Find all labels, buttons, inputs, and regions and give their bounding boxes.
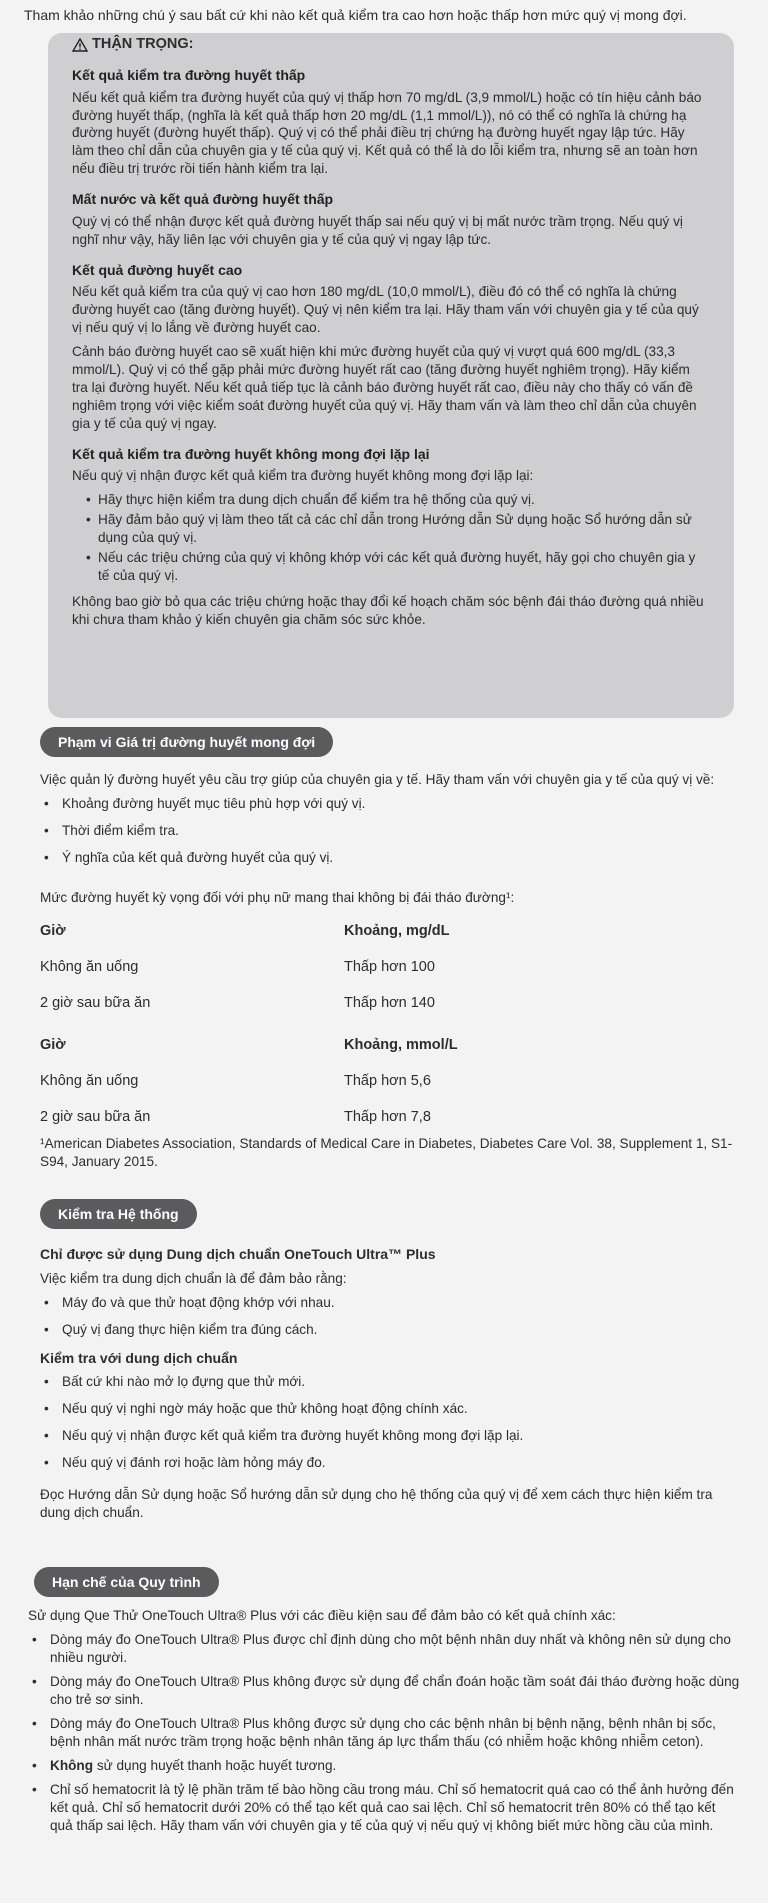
list-item: • Nếu quý vị nhận được kết quả kiểm tra đường huyết không mong đợi lặp lại.: [44, 1427, 740, 1445]
system-subhead: Chỉ được sử dụng Dung dịch chuẩn OneTouch Ultra™ Plus: [40, 1246, 436, 1263]
table-cell: Thấp hơn 140: [344, 994, 435, 1011]
table-cell: Thấp hơn 7,8: [344, 1108, 431, 1125]
list-item: [32, 1757, 740, 1775]
list-item: • Dòng máy đo OneTouch Ultra® Plus không được sử dụng cho các bệnh nhân bị bệnh nặng, bệnh nhân bị sốc, bệnh nhân mất nước trầm trọng hoặc bệnh nhân tăng áp lực thẩm thấu (có nhiễm hoặc không nhiễm ceton).: [32, 1715, 740, 1751]
range-table-mmol: [40, 1027, 740, 1135]
high-text-2: Cảnh báo đường huyết cao sẽ xuất hiện khi mức đường huyết của quý vị vượt quá 600 mg/dL (33,3 mmol/L). Quý vị có thể gặp phải mức đường huyết rất cao (tăng đường huyết nghiêm trọng). Hãy kiểm tra lại đường huyết. Nếu kết quả tiếp tục là cảnh báo đường huyết rất cao, điều này cho thấy có vấn đề nghiêm trọng với việc kiểm soát đường huyết của quý vị. Hãy tham vấn và làm theo chỉ dẫn của chuyên gia y tế của quý vị ngay.: [72, 343, 697, 431]
limits-lead: Sử dụng Que Thử OneTouch Ultra® Plus với các điều kiện sau để đảm bảo có kết quả chính xác:: [28, 1608, 616, 1624]
table-cell: 2 giờ sau bữa ăn: [40, 994, 151, 1011]
list-item: • Dòng máy đo OneTouch Ultra® Plus được chỉ định dùng cho một bệnh nhân duy nhất và không nên sử dụng cho nhiều người.: [32, 1631, 740, 1667]
table-row: [40, 985, 740, 1021]
unexpected-closing: Không bao giờ bỏ qua các triệu chứng hoặc thay đổi kế hoạch chăm sóc bệnh đái tháo đường quá nhiều khi chưa tham khảo ý kiến chuyên gia chăm sóc sức khỏe.: [72, 593, 704, 627]
dehydration-heading: Mất nước và kết quả đường huyết thấp: [72, 191, 334, 208]
table-cell: Thấp hơn 100: [344, 958, 435, 975]
caution-box: [48, 33, 734, 718]
table-cell: Không ăn uống: [40, 1072, 139, 1089]
table-cell: 2 giờ sau bữa ăn: [40, 1108, 151, 1125]
table-row: [40, 1063, 740, 1099]
table-row: [40, 949, 740, 985]
low-text: Nếu kết quả kiểm tra đường huyết của quý vị thấp hơn 70 mg/dL (3,9 mmol/L) hoặc có tín hiệu cảnh báo đường huyết thấp, (nghĩa là kết quả thấp hơn 20 mg/dL (1,1 mmol/L)), nó có thể có nghĩa là chứng hạ đường huyết (đường huyết thấp). Quý vị có thể phải điều trị chứng hạ đường huyết ngay lập tức. Hãy làm theo chỉ dẫn của chuyên gia y tế của quý vị. Kết quả có thể là do lỗi kiểm tra, nhưng sẽ an toàn hơn nếu điều trị trước rồi tiến hành kiểm tra lại.: [72, 89, 702, 177]
bold-word: Không: [50, 1758, 94, 1774]
table-row: [40, 1027, 740, 1063]
list-item: • Nếu quý vị đánh rơi hoặc làm hỏng máy đo.: [44, 1454, 740, 1472]
table-row: [40, 1099, 740, 1135]
list-item: • Dòng máy đo OneTouch Ultra® Plus không được sử dụng để chẩn đoán hoặc tầm soát đái tháo đường hoặc dùng cho trẻ sơ sinh.: [32, 1673, 740, 1709]
table-cell: Không ăn uống: [40, 958, 139, 975]
range-section: [40, 727, 740, 1177]
table-row: [40, 913, 740, 949]
table-cell: Thấp hơn 5,6: [344, 1072, 431, 1089]
list-item-text: sử dụng huyết thanh hoặc huyết tương.: [93, 1758, 337, 1774]
list-item: • Quý vị đang thực hiện kiểm tra đúng cách.: [44, 1321, 740, 1339]
list-item: • Bất cứ khi nào mở lọ đựng que thử mới.: [44, 1373, 740, 1391]
range-table-mgdl: [40, 913, 740, 1021]
unexpected-list: [72, 491, 704, 585]
system-when-head: Kiểm tra với dung dịch chuẩn: [40, 1349, 238, 1366]
list-item: • Nếu các triệu chứng của quý vị không khớp với các kết quả đường huyết, hãy gọi cho chuyên gia y tế của quý vị.: [86, 549, 704, 585]
unexpected-lead: Nếu quý vị nhận được kết quả kiểm tra đường huyết không mong đợi lặp lại:: [72, 468, 534, 484]
warning-triangle-icon: [72, 38, 88, 52]
limits-pill: Hạn chế của Quy trình: [34, 1567, 219, 1597]
high-text-1: Nếu kết quả kiểm tra của quý vị cao hơn 180 mg/dL (10,0 mmol/L), điều đó có thể có nghĩa là chứng đường huyết cao (tăng đường huyết). Quý vị nên kiểm tra lại. Hãy tham vấn với chuyên gia y tế của quý vị nếu quý vị lo lắng về đường huyết cao.: [72, 284, 699, 335]
list-item: • Ý nghĩa của kết quả đường huyết của quý vị.: [44, 849, 740, 867]
limits-section: [28, 1567, 740, 1841]
footnote: ¹American Diabetes Association, Standards of Medical Care in Diabetes, Diabetes Care Vol. 38, Supplement 1, S1-S94, January 2015.: [40, 1136, 733, 1170]
list-item: • Khoảng đường huyết mục tiêu phù hợp với quý vị.: [44, 795, 740, 813]
table-header: Giờ: [40, 922, 66, 939]
system-list: [40, 1294, 740, 1339]
range-expect-text: Mức đường huyết kỳ vọng đối với phụ nữ mang thai không bị đái tháo đường¹:: [40, 890, 515, 906]
range-pill: Phạm vi Giá trị đường huyết mong đợi: [40, 727, 333, 757]
high-heading: Kết quả đường huyết cao: [72, 261, 243, 278]
system-when-list: [40, 1373, 740, 1472]
range-list: [40, 795, 740, 867]
system-lead: Việc kiểm tra dung dịch chuẩn là để đảm bảo rằng:: [40, 1270, 347, 1286]
system-pill: Kiểm tra Hệ thống: [40, 1199, 197, 1229]
table-header: Giờ: [40, 1036, 66, 1053]
system-closing: Đọc Hướng dẫn Sử dụng hoặc Sổ hướng dẫn sử dụng cho hệ thống của quý vị để xem cách thực hiện kiểm tra dung dịch chuẩn.: [40, 1486, 713, 1520]
caution-title: [72, 35, 704, 54]
range-lead: Việc quản lý đường huyết yêu cầu trợ giúp của chuyên gia y tế. Hãy tham vấn với chuyên gia y tế của quý vị về:: [40, 772, 715, 788]
list-item: • Máy đo và que thử hoạt động khớp với nhau.: [44, 1294, 740, 1312]
table-header: Khoảng, mmol/L: [344, 1036, 458, 1053]
low-heading: Kết quả kiểm tra đường huyết thấp: [72, 67, 306, 84]
list-item: • Nếu quý vị nghi ngờ máy hoặc que thử không hoạt động chính xác.: [44, 1400, 740, 1418]
dehydration-text: Quý vị có thể nhận được kết quả đường huyết thấp sai nếu quý vị bị mất nước trầm trọng. Nếu quý vị nghĩ như vậy, hãy liên lạc với chuyên gia y tế của quý vị ngay lập tức.: [72, 213, 683, 247]
list-item: • Thời điểm kiểm tra.: [44, 822, 740, 840]
caution-title-text: THẬN TRỌNG:: [92, 36, 194, 52]
unexpected-heading: Kết quả kiểm tra đường huyết không mong đợi lặp lại: [72, 445, 430, 462]
list-item: • Chỉ số hematocrit là tỷ lệ phần trăm tế bào hồng cầu trong máu. Chỉ số hematocrit quá cao có thể ảnh hưởng đến kết quả. Chỉ số hematocrit dưới 20% có thể tạo kết quả cao sai lệch. Chỉ số hematocrit trên 80% có thể tạo kết quả thấp sai lệch. Hãy tham vấn với chuyên gia y tế của quý vị nếu quý vị không biết mức hồng cầu của mình.: [32, 1781, 740, 1835]
list-item: • Hãy đảm bảo quý vị làm theo tất cả các chỉ dẫn trong Hướng dẫn Sử dụng hoặc Sổ hướng dẫn sử dụng của quý vị.: [86, 511, 704, 547]
system-section: [40, 1199, 740, 1528]
table-header: Khoảng, mg/dL: [344, 922, 450, 939]
list-item: • Hãy thực hiện kiểm tra dung dịch chuẩn để kiểm tra hệ thống của quý vị.: [86, 491, 704, 509]
intro-text: Tham khảo những chú ý sau bất cứ khi nào kết quả kiểm tra cao hơn hoặc thấp hơn mức quý vị mong đợi.: [24, 7, 687, 23]
limits-list: [28, 1631, 740, 1834]
